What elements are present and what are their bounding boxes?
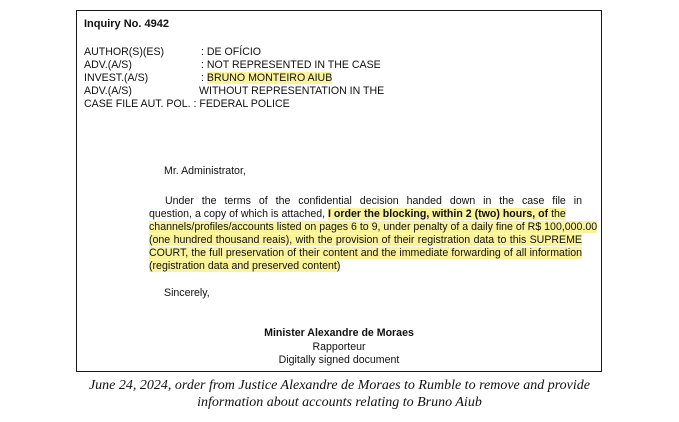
invest-label: INVEST.(A/S)	[84, 72, 149, 84]
paragraph-line-1: Under the terms of the confidential decision handed down in the case file in	[165, 195, 582, 207]
invest-colon: :	[201, 72, 207, 84]
paragraph-line-5	[149, 247, 582, 260]
adv2-label: ADV.(A/S)	[84, 85, 132, 97]
invest-value-line	[201, 72, 332, 85]
caption-line-2: information about accounts relating to Bruno Aiub	[197, 395, 482, 410]
signature-name: Minister Alexandre de Moraes	[264, 327, 414, 339]
signature-role: Rapporteur	[312, 341, 366, 353]
signature-note: Digitally signed document	[278, 354, 400, 366]
adv1-value: : NOT REPRESENTED IN THE CASE	[201, 59, 381, 71]
case-file-line: CASE FILE AUT. POL. : FEDERAL POLICE	[84, 98, 290, 110]
adv2-value: WITHOUT REPRESENTATION IN THE	[199, 85, 385, 97]
salutation: Mr. Administrator,	[164, 165, 246, 177]
adv1-label: ADV.(A/S)	[84, 59, 132, 71]
paragraph-line-6-text: (registration data and preserved content)	[149, 260, 341, 272]
paragraph-line-4	[149, 234, 582, 247]
paragraph-line-2	[149, 208, 566, 221]
paragraph-line-2-tail: the	[548, 208, 566, 220]
author-label: AUTHOR(S)(ES)	[84, 46, 165, 58]
paragraph-line-3	[149, 221, 598, 234]
paragraph-line-2-plain: question, a copy of which is attached,	[149, 208, 329, 220]
author-value: : DE OFÍCIO	[201, 46, 262, 58]
caption-line-1: June 24, 2024, order from Justice Alexandre de Moraes to Rumble to remove and provide	[88, 378, 591, 393]
paragraph-line-6	[149, 260, 340, 273]
invest-name-highlight: BRUNO MONTEIRO AIUB	[206, 72, 333, 84]
paragraph-line-3-text: channels/profiles/accounts listed on pages 6 to 9, under penalty of a daily fine of R$ 100,000.00	[149, 221, 598, 233]
paragraph-line-4-text: (one hundred thousand reais), with the provision of their registration data to this SUPREME	[149, 234, 582, 246]
order-blocking-highlight: I order the blocking, within 2 (two) hours, of	[328, 208, 549, 220]
inquiry-title: Inquiry No. 4942	[84, 18, 169, 30]
paragraph-line-5-text: COURT, the full preservation of their content and the immediate forwarding of all information	[149, 247, 582, 259]
closing: Sincerely,	[164, 287, 210, 299]
